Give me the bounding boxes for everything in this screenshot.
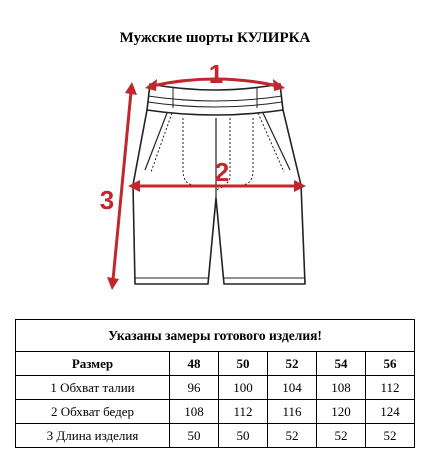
size-table	[15, 319, 415, 448]
header-cell: 56	[366, 352, 415, 376]
table-row	[16, 376, 415, 400]
table-caption-row	[16, 320, 415, 352]
table-cell: 50	[219, 424, 268, 448]
table-cell: 52	[317, 424, 366, 448]
table-caption: Указаны замеры готового изделия!	[16, 320, 415, 352]
table-cell: 2 Обхват бедер	[16, 400, 170, 424]
table-row	[16, 424, 415, 448]
marker-1-label: 1	[208, 60, 224, 89]
table-cell: 120	[317, 400, 366, 424]
table-cell: 52	[268, 424, 317, 448]
table-cell: 108	[170, 400, 219, 424]
table-cell: 108	[317, 376, 366, 400]
shorts-diagram	[95, 60, 335, 300]
table-cell: 1 Обхват талии	[16, 376, 170, 400]
header-cell: Размер	[16, 352, 170, 376]
table-row	[16, 400, 415, 424]
table-cell: 96	[170, 376, 219, 400]
table-cell: 52	[366, 424, 415, 448]
marker-2-label: 2	[214, 157, 230, 187]
table-cell: 112	[366, 376, 415, 400]
header-cell: 52	[268, 352, 317, 376]
table-cell: 104	[268, 376, 317, 400]
header-cell: 48	[170, 352, 219, 376]
table-header-row	[16, 352, 415, 376]
table-cell: 3 Длина изделия	[16, 424, 170, 448]
header-cell: 54	[317, 352, 366, 376]
header-cell: 50	[219, 352, 268, 376]
table-cell: 116	[268, 400, 317, 424]
table-cell: 100	[219, 376, 268, 400]
table-cell: 124	[366, 400, 415, 424]
table-cell: 50	[170, 424, 219, 448]
table-cell: 112	[219, 400, 268, 424]
page-title: Мужские шорты КУЛИРКА	[119, 30, 311, 46]
marker-3-label: 3	[99, 185, 115, 215]
